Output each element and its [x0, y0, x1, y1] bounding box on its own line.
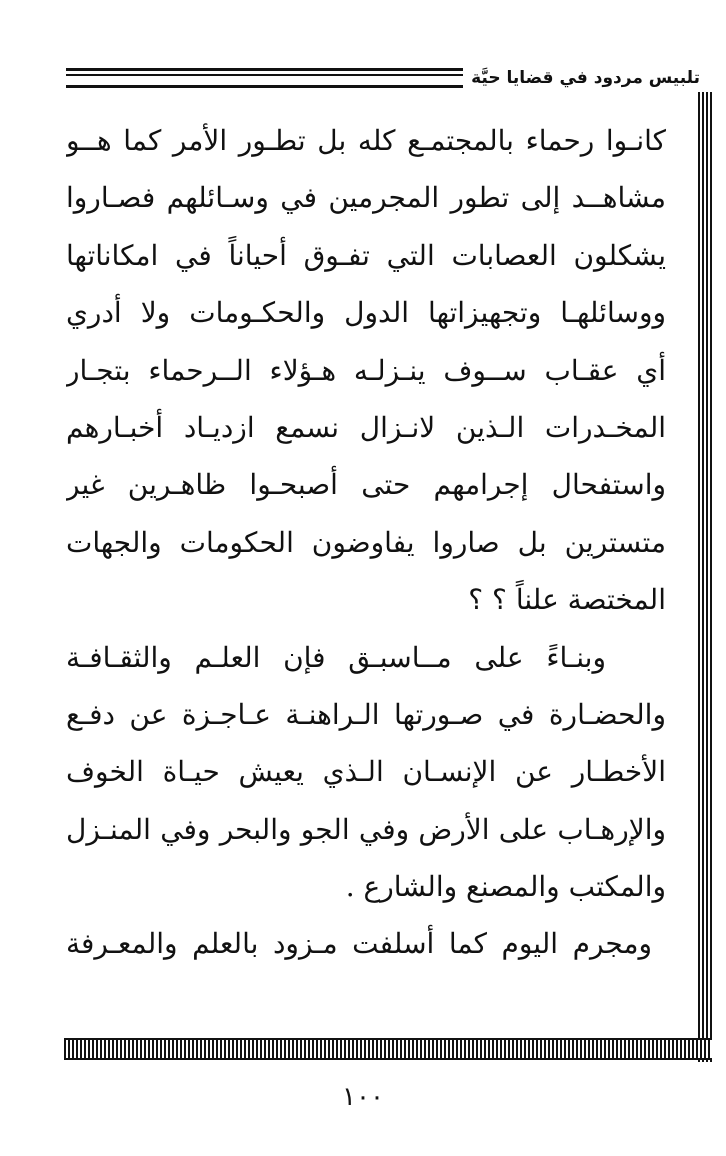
text-line-15: ومجرم اليوم كما أسلفت مـزود بالعلم والمعـرفة: [66, 927, 652, 961]
text-line-14: والمكتب والمصنع والشارع .: [345, 870, 666, 904]
text-line-13: والإرهـاب على الأرض وفي الجو والبحر وفي المنـزل: [66, 812, 666, 846]
running-header: [66, 58, 700, 98]
body-text: [66, 112, 666, 973]
header-title: تلبيس مردود في قضايا حيَّة: [471, 68, 700, 88]
text-line-5: أي عقـاب ســوف ينـزلـه هـؤلاء الــرحماء بتجـار: [66, 353, 666, 387]
text-line-3: يشكلون العصابات التي تفـوق أحياناً في امكاناتها: [66, 238, 666, 272]
text-line-1: كانـوا رحماء بالمجتمـع كله بل تطـور الأمر كما هــو: [66, 124, 666, 157]
text-line-8: متسترين بل صاروا يفاوضون الحكومات والجهات: [66, 525, 666, 559]
bottom-hatched-rule: [64, 1038, 712, 1060]
text-line-2: مشاهــد إلى تطور المجرمين في وسـائلهم فصـاروا: [66, 181, 666, 215]
header-rule: [66, 68, 463, 88]
text-line-9: المختصة علناً ؟ ؟: [468, 583, 666, 617]
text-line-10: وبنـاءً على مــاسبـق فإن العلـم والثقـافـة: [66, 640, 606, 674]
text-line-7: واستفحال إجرامهم حتى أصبحـوا ظاهـرين غير: [66, 468, 666, 502]
right-frame-border: [698, 92, 712, 1062]
text-line-6: المخـدرات الـذين لانـزال نسمع ازديـاد أخبـارهم: [66, 410, 666, 444]
text-line-11: والحضـارة في صـورتها الـراهنـة عـاجـزة عن دفـع: [66, 697, 666, 731]
page-number: ١٠٠: [342, 1082, 384, 1112]
text-line-12: الأخطـار عن الإنسـان الـذي يعيش حيـاة الخوف: [66, 755, 666, 789]
text-line-4: ووسائلهـا وتجهيزاتها الدول والحكـومات ولا أدري: [66, 296, 666, 330]
